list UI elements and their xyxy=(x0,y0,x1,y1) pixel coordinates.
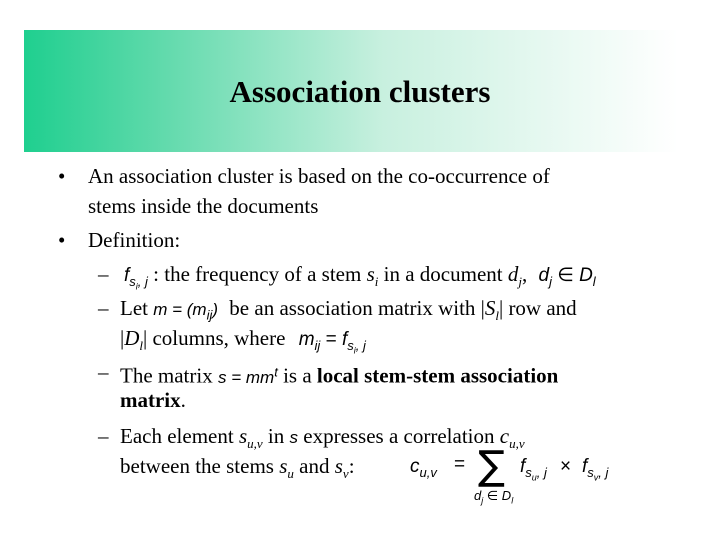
row-and-text: | row and xyxy=(498,296,577,320)
doc-j: j xyxy=(518,274,522,290)
bullet-1-line-2: stems inside the documents xyxy=(88,194,319,218)
each-element-text: Each element xyxy=(120,424,234,448)
s-arrow: s xyxy=(289,428,298,447)
sep-comma: , xyxy=(521,262,528,286)
the-matrix-text: The matrix xyxy=(120,363,213,388)
bullet-marker: • xyxy=(58,228,66,252)
sub-dash: – xyxy=(98,296,109,320)
f-symbol: f xyxy=(124,265,130,286)
bullet-marker: • xyxy=(58,164,66,188)
between-text: between the stems xyxy=(120,454,274,478)
dj-in-dl-formula: $d_j$ ∈ $D_l$ xyxy=(538,265,596,289)
sub-item-1-text: : the frequency of a stem xyxy=(153,262,362,286)
s-element: s xyxy=(238,424,248,448)
in-document-text: in a document xyxy=(383,262,503,286)
sub-dash: – xyxy=(98,262,109,286)
equals-sign: = xyxy=(454,454,466,475)
times-sign: × xyxy=(560,456,572,477)
c-symbol: c xyxy=(499,424,510,448)
su-u: u xyxy=(287,466,294,482)
S-sub-l: l xyxy=(495,308,499,324)
mij-formula: $m_{ij} = f_{s_i, j}$ xyxy=(298,329,366,356)
in-text: in xyxy=(267,424,285,448)
sub-item-2-line-1 xyxy=(120,294,577,324)
expresses-text: expresses a correlation xyxy=(303,424,495,448)
period: . xyxy=(180,388,186,412)
doc-d: d xyxy=(507,262,519,286)
cuv-symbol: $c_{u,v}$ xyxy=(410,456,437,480)
sub-item-4-line-2 xyxy=(120,452,355,480)
slide-title: Association clusters xyxy=(229,74,491,109)
m-matrix-formula: $m = (m_{ij})$ xyxy=(153,300,219,323)
sub-item-3-line-2 xyxy=(120,386,186,414)
is-a-text: is a xyxy=(283,363,312,388)
uv-sub: u,v xyxy=(247,436,263,452)
sum-sign: ∑ xyxy=(478,443,505,489)
sub-item-2-line-2 xyxy=(120,324,366,354)
c-sub-uv: u,v xyxy=(509,436,525,452)
and-text: and xyxy=(299,454,330,478)
D-sub-l: l xyxy=(139,338,144,354)
sub-dash: – xyxy=(98,424,109,448)
colon: : xyxy=(348,454,355,478)
bullet-1-line-1: An association cluster is based on the co-occurrence of xyxy=(88,164,550,188)
let-text: Let xyxy=(120,296,148,320)
bullet-2-line-1: Definition: xyxy=(88,228,181,252)
sub-dash: – xyxy=(98,360,109,384)
f-sv-j: $f_{s_v, j}$ xyxy=(582,456,609,483)
local-stem-association-text: local stem-stem association xyxy=(316,363,559,388)
f-su-j: $f_{s_u, j}$ xyxy=(520,456,547,483)
D-open: | xyxy=(120,326,125,350)
sv-v: v xyxy=(342,466,349,482)
association-matrix-text: be an association matrix with | xyxy=(229,296,485,320)
sub-item-1 xyxy=(124,260,596,290)
su-s: s xyxy=(279,454,288,478)
f-subscript: si, j xyxy=(129,274,148,292)
S-symbol: S xyxy=(484,296,496,320)
matrix-bold: matrix xyxy=(120,388,181,412)
stem-s: s xyxy=(366,262,375,286)
columns-where-text: | columns, where xyxy=(143,326,286,350)
stem-i: i xyxy=(374,274,379,290)
correlation-formula xyxy=(410,444,640,508)
sv-s: s xyxy=(334,454,343,478)
sum-subscript: $d_j$ ∈ $D_l$ xyxy=(474,488,514,506)
D-symbol: D xyxy=(124,326,140,350)
s-mmt-formula: $s = mm^t$ xyxy=(217,364,278,387)
